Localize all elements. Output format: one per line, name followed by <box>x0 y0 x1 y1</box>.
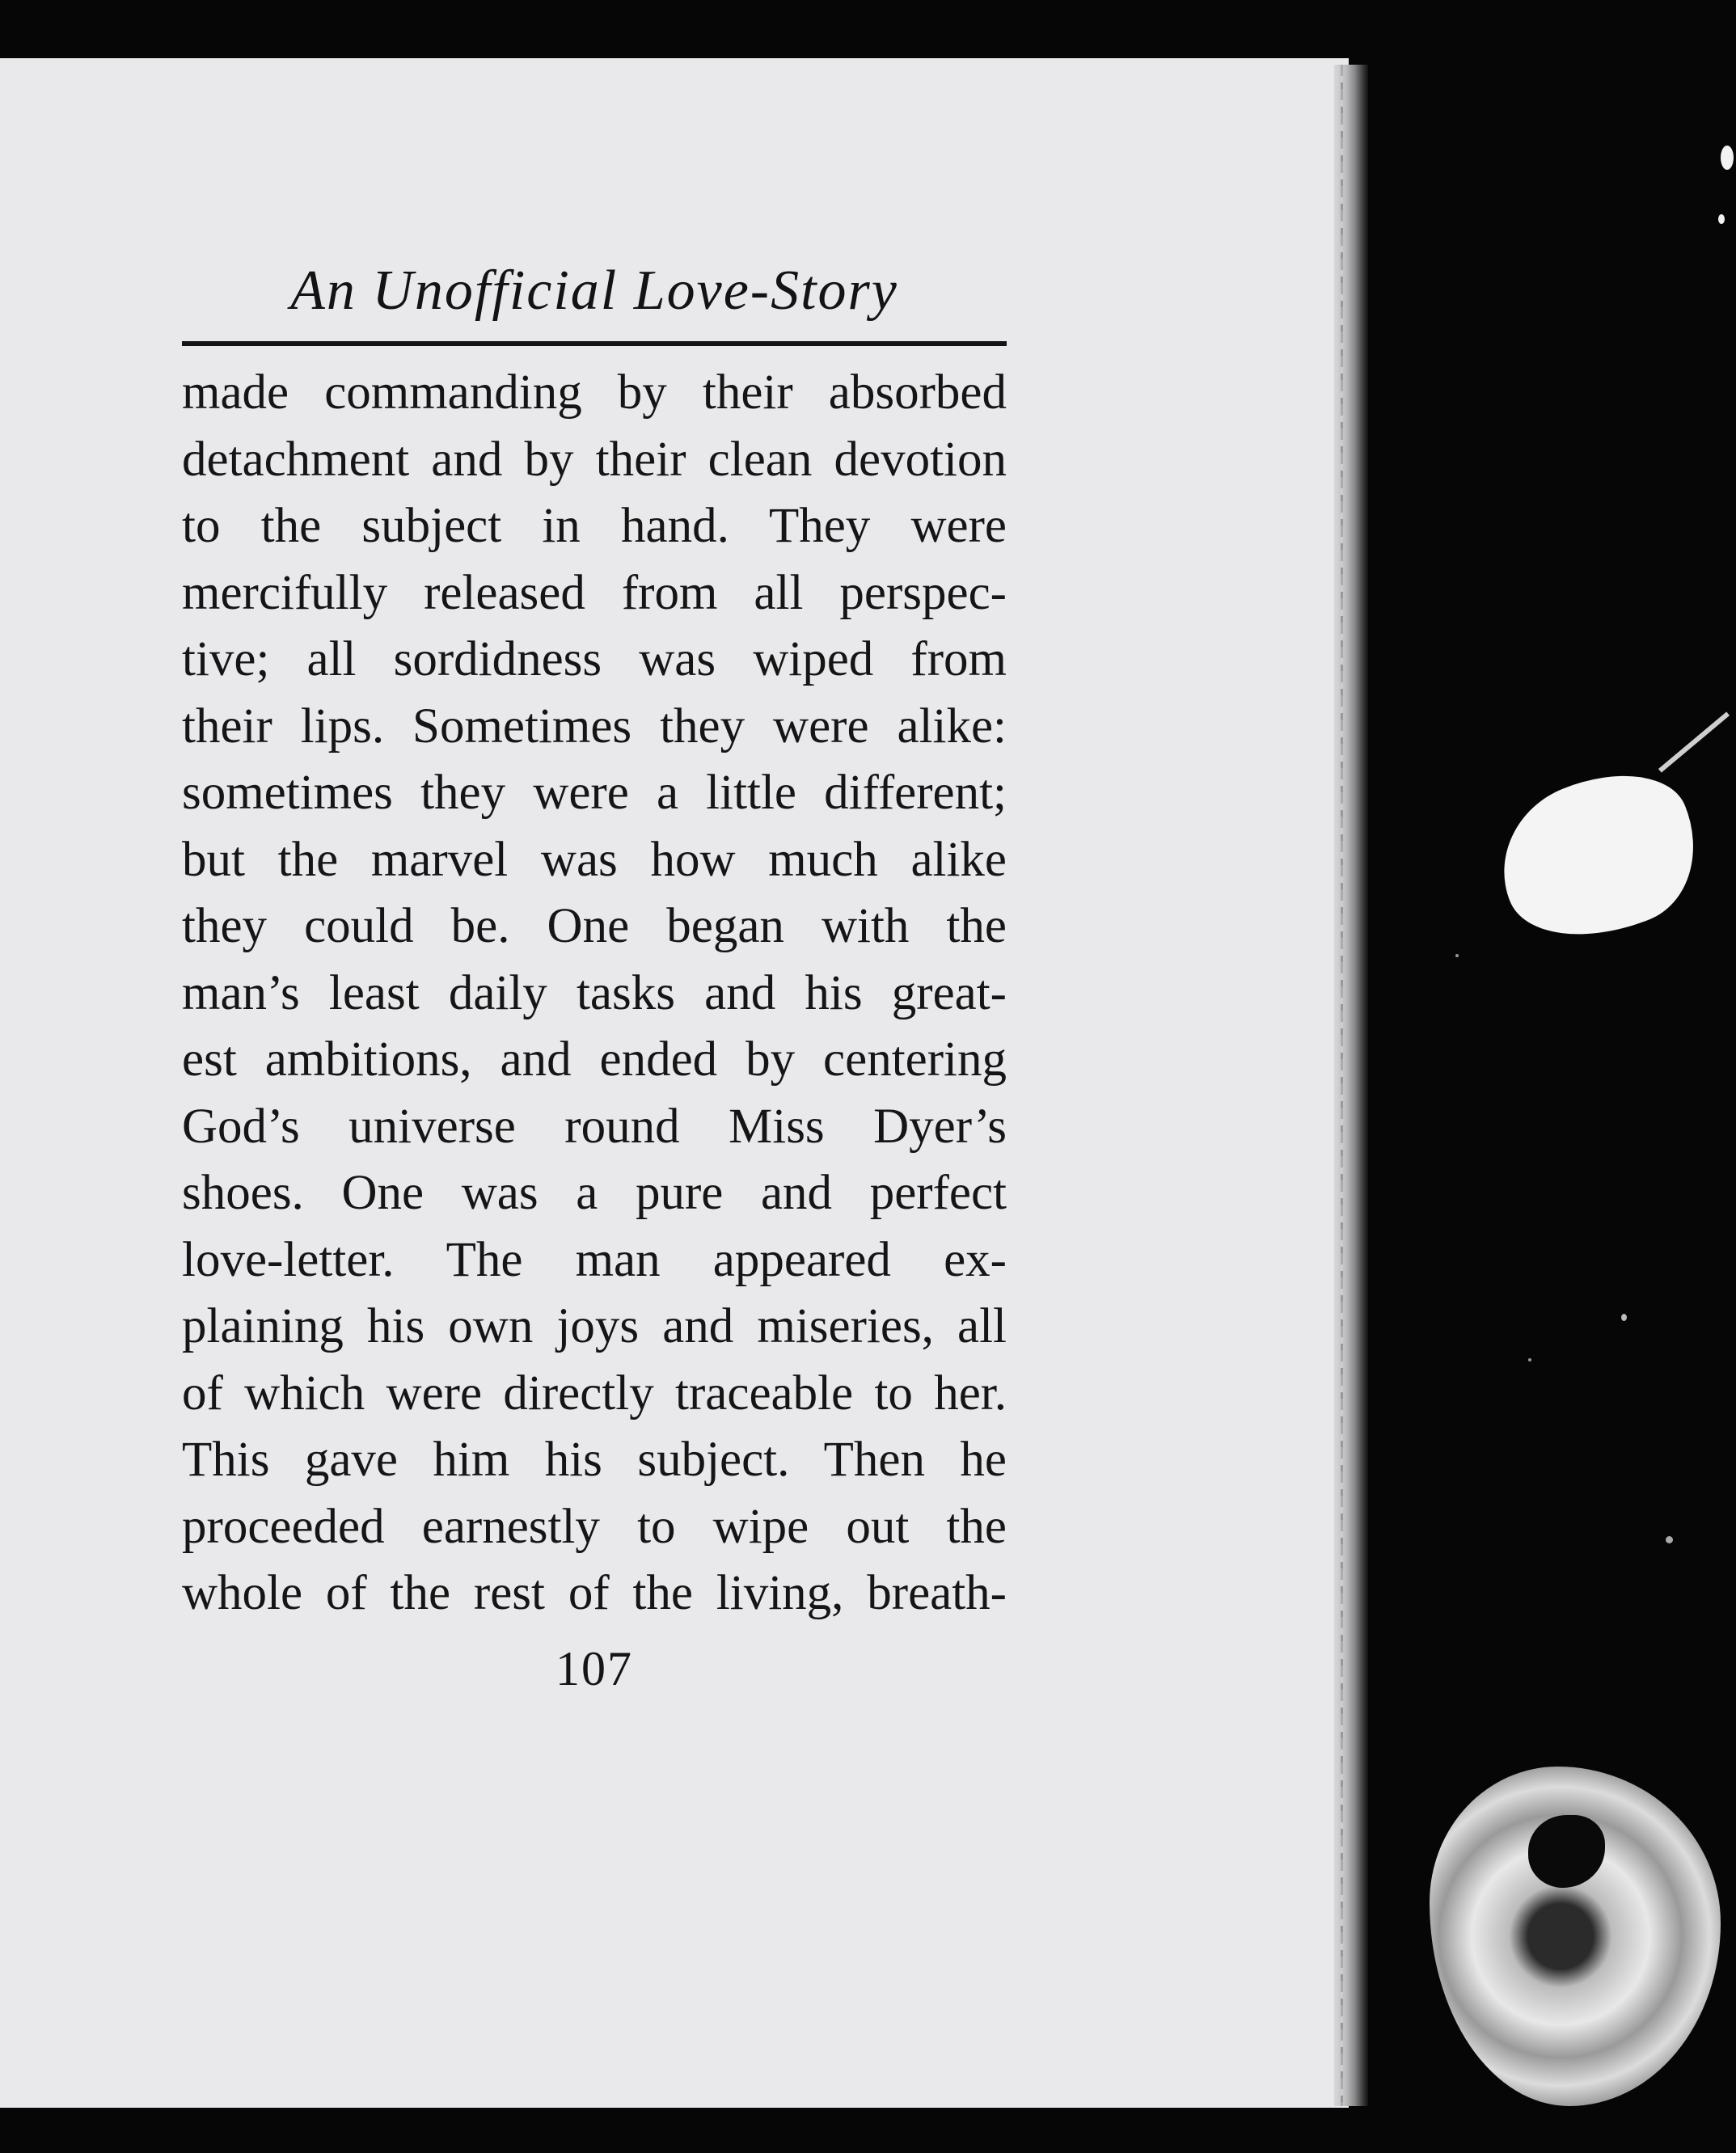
text-line: man’s least daily tasks and his great- <box>182 965 1007 1020</box>
scan-speck <box>1718 214 1725 224</box>
text-line: made commanding by their absorbed <box>182 365 1007 420</box>
scan-speck <box>1721 146 1734 170</box>
header-rule <box>182 341 1007 346</box>
text-line: whole of the rest of the living, breath- <box>182 1566 1007 1620</box>
text-line: they could be. One began with the <box>182 899 1007 953</box>
text-line: mercifully released from all perspec- <box>182 565 1007 620</box>
scan-speck <box>1621 1314 1627 1321</box>
text-line: but the marvel was how much alike <box>182 832 1007 887</box>
scan-speck <box>1455 954 1459 957</box>
page-binding-edge <box>1334 65 1368 2106</box>
text-line: detachment and by their clean devotion <box>182 432 1007 487</box>
text-line: to the subject in hand. They were <box>182 499 1007 553</box>
text-line: tive; all sordidness was wiped from <box>182 632 1007 686</box>
text-line: proceeded earnestly to wipe out the <box>182 1499 1007 1554</box>
text-line: of which were directly traceable to her. <box>182 1366 1007 1421</box>
text-line: sometimes they were a little different; <box>182 766 1007 820</box>
body-text <box>182 360 1007 1627</box>
text-line: love-letter. The man appeared ex- <box>182 1232 1007 1287</box>
text-line: shoes. One was a pure and perfect <box>182 1166 1007 1220</box>
running-title: An Unofficial Love-Story <box>290 260 898 322</box>
scan-speck <box>1666 1536 1673 1543</box>
text-line: plaining his own joys and miseries, all <box>182 1299 1007 1353</box>
text-line: This gave him his subject. Then he <box>182 1433 1007 1487</box>
text-line: their lips. Sometimes they were alike: <box>182 699 1007 754</box>
text-line: God’s universe round Miss Dyer’s <box>182 1099 1007 1154</box>
text-line: est ambitions, and ended by centering <box>182 1032 1007 1087</box>
scan-speck <box>1528 1358 1531 1361</box>
page-number: 107 <box>555 1642 633 1695</box>
